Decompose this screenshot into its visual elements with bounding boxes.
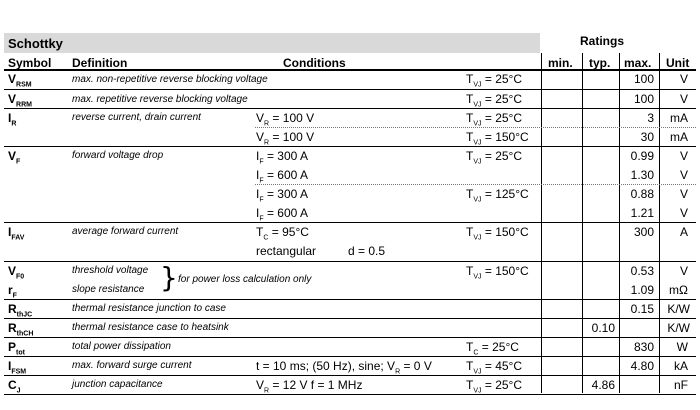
condition-vf-3: $I_F = 300$ A <box>256 187 309 204</box>
header-max: max. <box>624 56 652 70</box>
condition-ifav-1: $T_C = 95^\circ C$ <box>256 225 309 242</box>
symbol-vf0: $V_{F0}$ <box>8 264 25 281</box>
symbol-cj: $C_J$ <box>8 378 21 395</box>
unit-ptot: W <box>676 340 688 354</box>
definition-vrsm: max. non-repetitive reverse blocking voltage <box>72 74 268 85</box>
condition-ir-2: $V_R = 100$ V <box>256 130 315 147</box>
condition-vf-4: $I_F = 600$ A <box>256 206 309 223</box>
symbol-ir: $I_R$ <box>8 111 17 128</box>
unit-vrsm: V <box>679 72 688 86</box>
unit-vf-2: V <box>679 168 688 182</box>
symbol-rthjc: $R_{thJC}$ <box>8 302 33 319</box>
row-rule <box>4 356 696 357</box>
symbol-rf: $r_F$ <box>8 283 17 300</box>
unit-vf-4: V <box>679 206 688 220</box>
definition-vf0: threshold voltage <box>72 265 149 276</box>
tvj-ir-1: $T_{VJ} = 25^\circ C$ <box>466 111 523 128</box>
tvj-ifsm: $T_{VJ} = 45^\circ C$ <box>466 359 523 376</box>
max-vf0: 0.53 <box>630 264 654 278</box>
definition-rthjc: thermal resistance junction to case <box>72 303 226 314</box>
row-rule <box>4 89 696 90</box>
sub-row-rule <box>255 184 696 185</box>
symbol-vrsm: $V_{RSM}$ <box>8 72 32 89</box>
definition-ir: reverse current, drain current <box>72 112 201 123</box>
col-divider-typ <box>582 53 583 393</box>
max-vf-2: 1.30 <box>630 168 654 182</box>
unit-vrrm: V <box>679 92 688 106</box>
row-rule <box>4 222 696 223</box>
brace-note: for power loss calculation only <box>178 274 312 285</box>
max-ir-1: 3 <box>647 111 654 125</box>
unit-ifsm: kA <box>673 359 688 373</box>
section-title: Schottky <box>8 36 63 51</box>
header-unit: Unit <box>666 56 690 70</box>
max-ptot: 830 <box>633 340 654 354</box>
row-rule <box>4 146 696 147</box>
symbol-ifsm: $I_{FSM}$ <box>8 359 27 376</box>
unit-ifav: A <box>679 225 688 239</box>
condition-vf-2: $I_F = 600$ A <box>256 168 309 185</box>
definition-vrrm: max. repetitive reverse blocking voltage <box>72 94 248 105</box>
unit-cj: nF <box>673 378 688 392</box>
condition-vf-1: $I_F = 300$ A <box>256 149 309 166</box>
row-rule <box>4 108 696 109</box>
definition-rthch: thermal resistance case to heatsink <box>72 322 229 333</box>
header-definition: Definition <box>72 56 128 70</box>
max-ir-2: 30 <box>640 130 654 144</box>
row-rule <box>4 299 696 300</box>
max-vf-4: 1.21 <box>630 206 654 220</box>
condition-ifav-duty: d = 0.5 <box>348 244 386 258</box>
tvj-vf-3: $T_{VJ} = 125^\circ C$ <box>466 187 529 204</box>
typ-rthch: 0.10 <box>591 321 615 335</box>
max-rthjc: 0.15 <box>630 302 654 316</box>
unit-rf: mΩ <box>669 283 688 297</box>
header-conditions: Conditions <box>283 56 346 70</box>
unit-vf0: V <box>679 264 688 278</box>
symbol-rthch: $R_{thCH}$ <box>8 321 34 338</box>
section-title-band <box>4 33 540 53</box>
definition-vf: forward voltage drop <box>72 150 164 161</box>
max-rf: 1.09 <box>630 283 654 297</box>
symbol-vf: $V_F$ <box>8 149 21 166</box>
tvj-vrsm: $T_{VJ} = 25^\circ C$ <box>466 72 523 89</box>
tc-ptot: $T_C = 25^\circ C$ <box>466 340 519 357</box>
unit-rthch: K/W <box>667 321 690 335</box>
brace-symbol: } <box>160 261 178 294</box>
header-typ: typ. <box>589 56 611 70</box>
max-vf-3: 0.88 <box>630 187 654 201</box>
max-vrrm: 100 <box>633 92 654 106</box>
definition-ifsm: max. forward surge current <box>72 360 192 371</box>
definition-cj: junction capacitance <box>72 379 163 390</box>
unit-ir-1: mA <box>670 111 688 125</box>
definition-rf: slope resistance <box>72 284 145 295</box>
col-divider-min <box>541 53 542 393</box>
condition-ifsm: t = 10 ms; (50 Hz), sine; $V_R = 0$ V <box>256 359 432 376</box>
row-rule <box>4 318 696 319</box>
condition-ifav-2: rectangular <box>256 244 317 258</box>
max-ifav: 300 <box>633 225 654 239</box>
symbol-ptot: $P_{tot}$ <box>8 340 25 357</box>
symbol-ifav: $I_{FAV}$ <box>8 225 25 242</box>
tvj-vf0: $T_{VJ} = 150^\circ C$ <box>466 264 529 281</box>
max-vrsm: 100 <box>633 72 654 86</box>
definition-ptot: total power dissipation <box>72 341 171 352</box>
definition-ifav: average forward current <box>72 226 179 237</box>
tvj-vrrm: $T_{VJ} = 25^\circ C$ <box>466 92 523 109</box>
header-symbol: Symbol <box>8 56 52 70</box>
tvj-ifav: $T_{VJ} = 150^\circ C$ <box>466 225 529 242</box>
unit-rthjc: K/W <box>667 302 690 316</box>
unit-vf-1: V <box>679 149 688 163</box>
condition-cj: $V_R = 12$ V f = 1 MHz <box>256 378 363 395</box>
unit-vf-3: V <box>679 187 688 201</box>
max-vf-1: 0.99 <box>630 149 654 163</box>
unit-ir-2: mA <box>670 130 688 144</box>
tvj-ir-2: $T_{VJ} = 150^\circ C$ <box>466 130 529 147</box>
symbol-vrrm: $V_{RRM}$ <box>8 92 32 109</box>
tvj-cj: $T_{VJ} = 25^\circ C$ <box>466 378 523 395</box>
tvj-vf-1: $T_{VJ} = 25^\circ C$ <box>466 149 523 166</box>
row-rule <box>4 337 696 338</box>
header-min: min. <box>548 56 573 70</box>
condition-ir-1: $V_R = 100$ V <box>256 111 315 128</box>
max-ifsm: 4.80 <box>630 359 654 373</box>
row-rule <box>4 261 696 262</box>
ratings-label: Ratings <box>580 34 625 48</box>
header-rule <box>4 69 696 71</box>
typ-cj: 4.86 <box>591 378 615 392</box>
